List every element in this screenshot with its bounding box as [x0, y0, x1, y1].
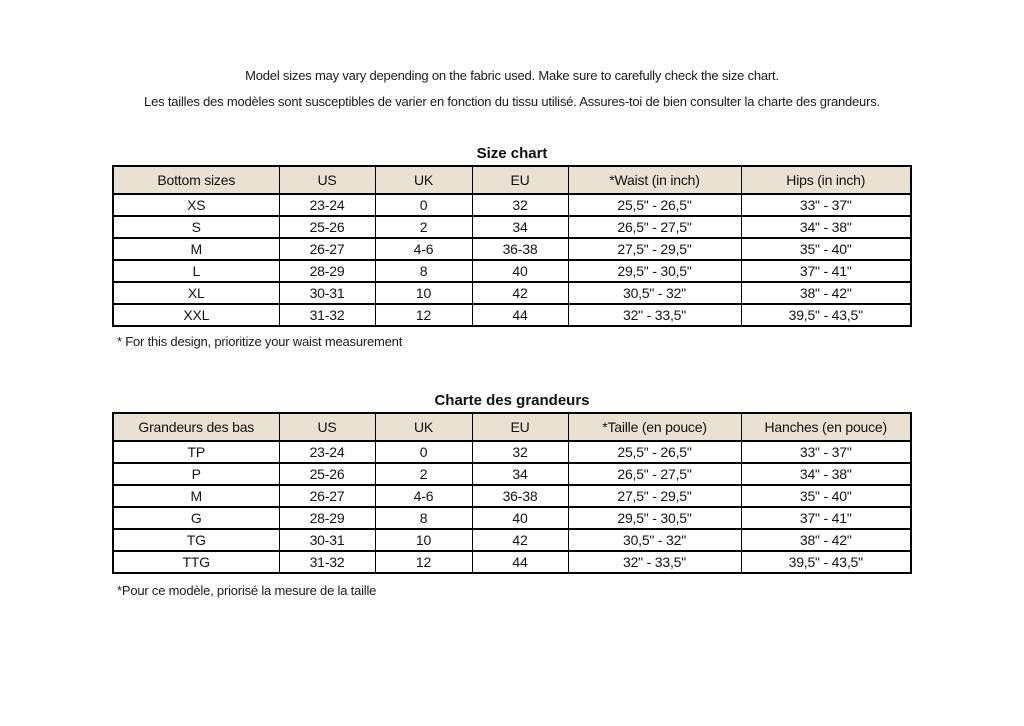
column-header-eu: EU — [472, 413, 568, 441]
column-header-us: US — [279, 413, 375, 441]
table-title-fr: Charte des grandeurs — [434, 392, 590, 409]
cell-eu: 44 — [472, 551, 568, 573]
cell-hips: 35" - 40" — [741, 238, 911, 260]
footnote-fr: *Pour ce modèle, priorisé la mesure de la taille — [117, 583, 377, 598]
cell-us: 26-27 — [279, 238, 375, 260]
cell-us: 23-24 — [279, 194, 375, 216]
cell-hips: 34" - 38" — [741, 216, 911, 238]
table-row — [113, 551, 911, 573]
cell-hips: 38" - 42" — [741, 529, 911, 551]
cell-eu: 32 — [472, 194, 568, 216]
cell-waist: 29,5" - 30,5" — [568, 507, 741, 529]
column-header-uk: UK — [375, 413, 472, 441]
size-chart-table-en — [112, 165, 912, 327]
cell-uk: 4-6 — [375, 485, 472, 507]
table-row — [113, 238, 911, 260]
cell-us: 28-29 — [279, 507, 375, 529]
column-header-uk: UK — [375, 166, 472, 194]
cell-eu: 36-38 — [472, 485, 568, 507]
cell-eu: 44 — [472, 304, 568, 326]
cell-hips: 35" - 40" — [741, 485, 911, 507]
cell-hips: 38" - 42" — [741, 282, 911, 304]
cell-waist: 30,5" - 32" — [568, 529, 741, 551]
table-title-en: Size chart — [476, 145, 548, 162]
cell-size: XXL — [113, 304, 279, 326]
cell-us: 23-24 — [279, 441, 375, 463]
table-row — [113, 441, 911, 463]
cell-uk: 12 — [375, 304, 472, 326]
cell-eu: 34 — [472, 216, 568, 238]
column-header-bottom-sizes: Bottom sizes — [113, 166, 279, 194]
cell-us: 25-26 — [279, 216, 375, 238]
footnote-en: * For this design, prioritize your waist measurement — [117, 334, 403, 349]
cell-eu: 42 — [472, 529, 568, 551]
cell-uk: 10 — [375, 282, 472, 304]
cell-size: XS — [113, 194, 279, 216]
cell-uk: 8 — [375, 260, 472, 282]
cell-uk: 0 — [375, 194, 472, 216]
column-header-taille: *Taille (en pouce) — [568, 413, 741, 441]
cell-eu: 40 — [472, 507, 568, 529]
cell-waist: 32" - 33,5" — [568, 304, 741, 326]
cell-uk: 0 — [375, 441, 472, 463]
table-header-row — [113, 413, 911, 441]
table-row — [113, 507, 911, 529]
cell-hips: 37" - 41" — [741, 507, 911, 529]
intro-text-en: Model sizes may vary depending on the fabric used. Make sure to carefully check the size chart. — [245, 68, 779, 83]
cell-waist: 26,5" - 27,5" — [568, 463, 741, 485]
cell-size: S — [113, 216, 279, 238]
cell-size: TG — [113, 529, 279, 551]
column-header-waist: *Waist (in inch) — [568, 166, 741, 194]
table-row — [113, 260, 911, 282]
intro-text-fr: Les tailles des modèles sont susceptibles de varier en fonction du tissu utilisé. Assures-toi de bien consulter la charte des grandeurs. — [144, 94, 880, 109]
table-row — [113, 216, 911, 238]
cell-eu: 32 — [472, 441, 568, 463]
cell-uk: 4-6 — [375, 238, 472, 260]
cell-eu: 40 — [472, 260, 568, 282]
cell-hips: 33" - 37" — [741, 194, 911, 216]
cell-hips: 39,5" - 43,5" — [741, 304, 911, 326]
size-chart-table-fr — [112, 412, 912, 574]
column-header-hanches: Hanches (en pouce) — [741, 413, 911, 441]
table-row — [113, 463, 911, 485]
cell-us: 28-29 — [279, 260, 375, 282]
cell-uk: 10 — [375, 529, 472, 551]
cell-size: M — [113, 485, 279, 507]
cell-size: L — [113, 260, 279, 282]
cell-us: 25-26 — [279, 463, 375, 485]
cell-eu: 36-38 — [472, 238, 568, 260]
cell-hips: 34" - 38" — [741, 463, 911, 485]
cell-uk: 12 — [375, 551, 472, 573]
cell-hips: 33" - 37" — [741, 441, 911, 463]
cell-waist: 27,5" - 29,5" — [568, 238, 741, 260]
cell-waist: 29,5" - 30,5" — [568, 260, 741, 282]
cell-us: 26-27 — [279, 485, 375, 507]
cell-waist: 25,5" - 26,5" — [568, 194, 741, 216]
cell-eu: 34 — [472, 463, 568, 485]
cell-uk: 2 — [375, 216, 472, 238]
cell-us: 31-32 — [279, 304, 375, 326]
column-header-us: US — [279, 166, 375, 194]
table-row — [113, 282, 911, 304]
cell-size: TTG — [113, 551, 279, 573]
table-row — [113, 485, 911, 507]
cell-waist: 32" - 33,5" — [568, 551, 741, 573]
cell-eu: 42 — [472, 282, 568, 304]
cell-waist: 27,5" - 29,5" — [568, 485, 741, 507]
cell-hips: 39,5" - 43,5" — [741, 551, 911, 573]
column-header-eu: EU — [472, 166, 568, 194]
cell-uk: 2 — [375, 463, 472, 485]
cell-size: G — [113, 507, 279, 529]
table-row — [113, 529, 911, 551]
cell-size: P — [113, 463, 279, 485]
cell-waist: 26,5" - 27,5" — [568, 216, 741, 238]
column-header-grandeurs: Grandeurs des bas — [113, 413, 279, 441]
cell-us: 30-31 — [279, 282, 375, 304]
table-header-row — [113, 166, 911, 194]
cell-waist: 30,5" - 32" — [568, 282, 741, 304]
cell-size: M — [113, 238, 279, 260]
table-row — [113, 194, 911, 216]
cell-hips: 37" - 41" — [741, 260, 911, 282]
cell-us: 31-32 — [279, 551, 375, 573]
cell-uk: 8 — [375, 507, 472, 529]
column-header-hips: Hips (in inch) — [741, 166, 911, 194]
cell-size: TP — [113, 441, 279, 463]
cell-waist: 25,5" - 26,5" — [568, 441, 741, 463]
table-row — [113, 304, 911, 326]
cell-us: 30-31 — [279, 529, 375, 551]
cell-size: XL — [113, 282, 279, 304]
